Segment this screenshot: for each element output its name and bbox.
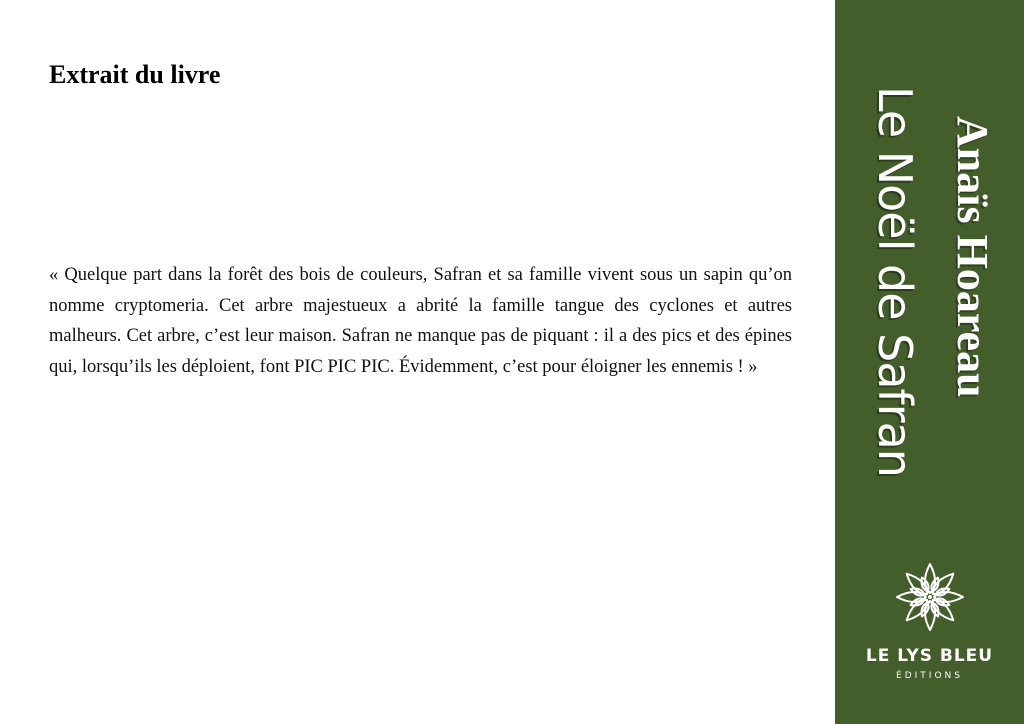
section-heading: Extrait du livre xyxy=(49,60,221,89)
book-author: Anaïs Hoareau xyxy=(948,116,997,398)
lily-flower-icon xyxy=(893,560,967,634)
book-excerpt: « Quelque part dans la forêt des bois de couleurs, Safran et sa famille vivent sous un sapin qu’on nomme cryptomeria. Cet arbre majestueux a abrité la famille tangue des cyclones et autres malheurs. Cet arbre, c’est leur maison. Safran ne manque pas de piquant : il a des pics et des épines qui, lorsqu’ils les déploient, font PIC PIC PIC. Évidemment, c’est pour éloigner les ennemis ! » xyxy=(49,265,792,377)
publisher-name: LE LYS BLEU xyxy=(865,646,994,666)
book-title: Le Noël de Safran xyxy=(868,86,922,477)
publisher-subtitle: ÉDITIONS xyxy=(896,671,963,681)
